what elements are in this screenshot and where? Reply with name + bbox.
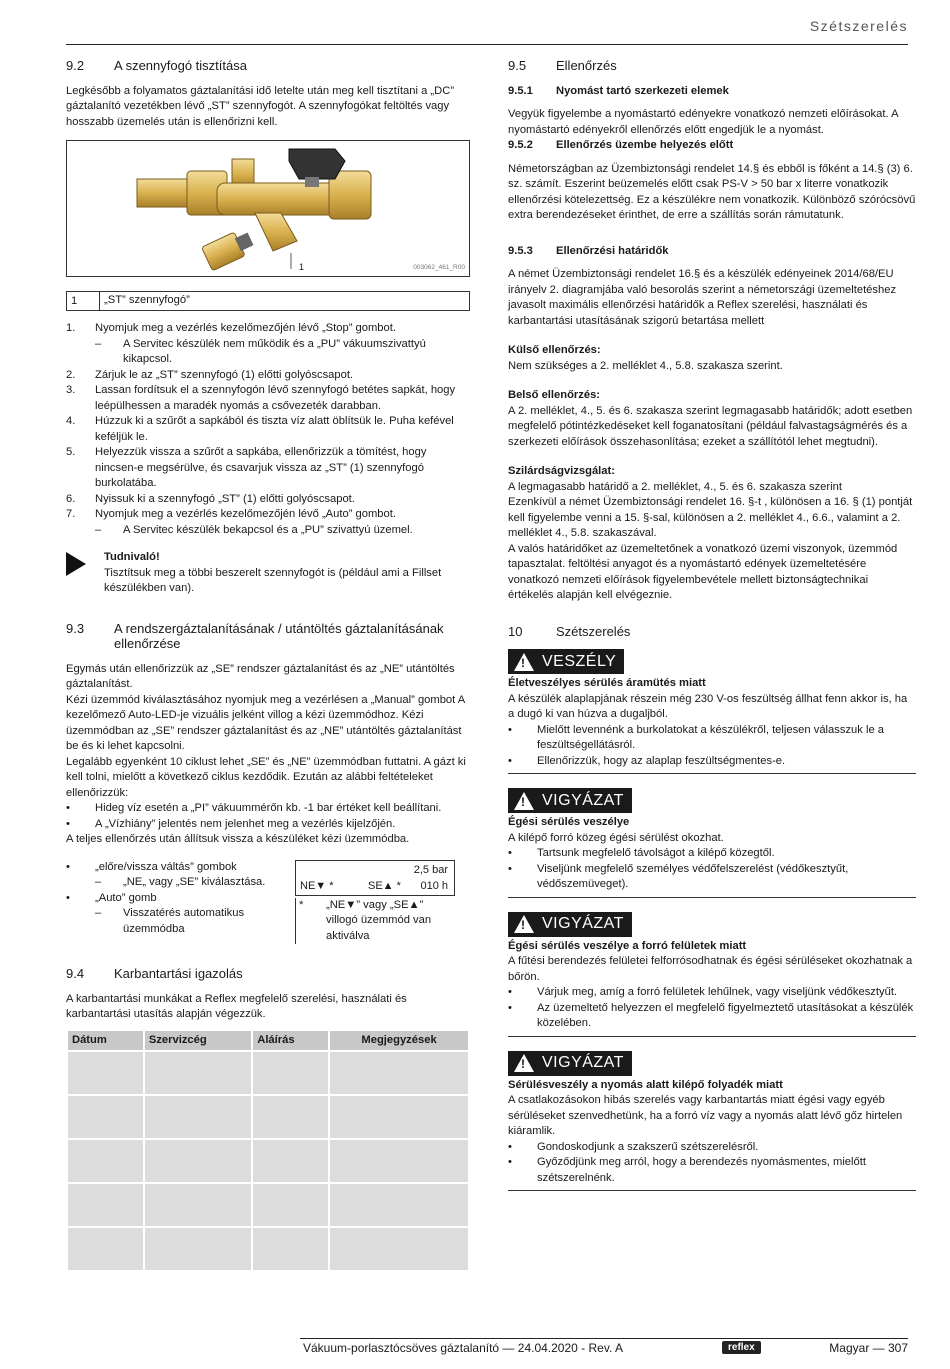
warning-title: Életveszélyes sérülés áramütés miatt (508, 677, 706, 689)
legend-text: „ST” szennyfogó” (104, 294, 190, 307)
warning-block (508, 788, 916, 898)
list-item (508, 1155, 916, 1186)
section-10-heading (508, 624, 916, 640)
warning-triangle-icon: ! (514, 915, 534, 933)
bullet: • (508, 1001, 512, 1014)
table-header-row (68, 1031, 468, 1051)
list-item-text: A „Vízhiány” jelentés nem jelenhet meg a vezérlés kijelzőjén. (95, 817, 396, 830)
paragraph: A teljes ellenőrzés után állítsuk vissza a készüléket kézi üzemmódba. (66, 833, 410, 845)
bullet: • (508, 1156, 512, 1168)
strainer-leg (255, 213, 297, 251)
table-cell[interactable] (68, 1228, 143, 1270)
table-cell[interactable] (145, 1140, 251, 1182)
table-cell[interactable] (145, 1184, 251, 1226)
table-cell[interactable] (68, 1052, 143, 1094)
badge-label: VIGYÁZAT (542, 915, 624, 933)
section-9-2-text: Legkésőbb a folyamatos gáztalanítási idő letelte után meg kell tisztítani a „DC” gáztalanító vezetékben lévő „ST” szennyfogót. A szennyfogókat feltöltés vagy hosszabb üzemelés után is ellenőrizni kell. (66, 84, 455, 128)
section-9-5-1-heading (508, 84, 916, 100)
table-cell[interactable] (68, 1140, 143, 1182)
header-rule (66, 44, 908, 45)
list-item-text: Hideg víz esetén a „PI” vákuummérőn kb. -1 bar értéket kell beállítani. (95, 802, 442, 814)
warning-list (508, 846, 916, 893)
warning-text: A csatlakozásokon hibás szerelés vagy karbantartás miatt égési vagy egyéb sérüléseket szenvedhetünk, ha a forró víz vagy a nyomás alatt lévő gőz hirtelen kiáramlik. (508, 1094, 903, 1137)
section-title: Ellenőrzés üzembe helyezés előtt (556, 139, 734, 151)
column-header: Dátum (68, 1031, 143, 1051)
step-text: Nyissuk ki a szennyfogó „ST” (1) előtti golyóscsapot. (95, 492, 355, 505)
section-9-5-heading (508, 58, 916, 74)
table-row (68, 1228, 468, 1270)
table-cell[interactable] (68, 1184, 143, 1226)
list-item-text: Viseljünk megfelelő személyes védőfelszerelést (védőkesztyűt, védőszemüveget). (537, 862, 849, 890)
table-cell[interactable] (145, 1052, 251, 1094)
table-cell[interactable] (253, 1140, 328, 1182)
danger-badge (508, 649, 624, 674)
cleaning-steps (66, 321, 470, 538)
figure-code: 003062_461_R00 (413, 263, 465, 271)
table-cell[interactable] (253, 1228, 328, 1270)
step-item (66, 368, 470, 384)
dash: – (95, 523, 102, 536)
list-item (66, 891, 295, 907)
paragraph: A német Üzembiztonsági rendelet 16.§ és a készülék edényeinek 2014/68/EU irányelv 2. diagramjába való besorolás szerint a németországi üzemeltetéshez javasolt maximális ellenőrzési határidők a Reflex szerelési, használati és karbantartási utasításának szigorú betartása mellett (508, 268, 897, 327)
figure-legend (66, 291, 470, 311)
list-item (66, 817, 470, 833)
display-footnote (295, 898, 455, 945)
bullet: • (508, 986, 512, 998)
substep (66, 875, 295, 891)
dash: – (95, 337, 102, 350)
step-text: Zárjuk le az „ST” szennyfogó (1) előtti golyóscsapot. (95, 368, 354, 381)
section-number: 9.5 (508, 58, 527, 73)
caution-badge (508, 788, 632, 813)
paragraph: A karbantartási munkákat a Reflex megfelelő szerelési, használati és karbantartási utasítás alapján végezzük. (66, 992, 407, 1020)
badge-label: VIGYÁZAT (542, 1054, 624, 1072)
section-title: A szennyfogó tisztítása (114, 58, 247, 73)
paragraph: A 2. melléklet, 4., 5. és 6. szakasza szerint legmagasabb határidők; adott esetben megfelelő pótintézkedéseket kell foganatosítani (például falvastagságmérés és a szerkezeti előírások összehasonlítása; ezeket a szállítótól lehet megtudni). (508, 404, 913, 448)
table-cell[interactable] (253, 1184, 328, 1226)
footer-page-number: Magyar — 307 (829, 1341, 908, 1355)
section-9-5-3-heading (508, 244, 916, 260)
substep (66, 906, 295, 937)
section-number: 9.4 (66, 966, 85, 981)
section-title: Ellenőrzés (556, 58, 617, 73)
paragraph: A valós határidőket az üzemeltetőnek a vonatkozó üzemi viszonyok, üzemmód tapasztalat. feltöltési anyagot és a nyomástartó edények üzemeltetésére vonatkozó nemzeti előírások figyelembevétele mellett biztonságtechnikai értékelés alapján kell elvégeznie. (508, 542, 898, 601)
table-cell[interactable] (330, 1184, 468, 1226)
bullet: • (66, 802, 70, 814)
paragraph: Németországban az Üzembiztonsági rendelet 14.§ és ebből is főként a 14.§ (3) 6. sz. számít. Eszerint beüzemelés előtt csak PS-V > 50 bar x literre vonatkozik ellenőrzési kötelezettség. Ez a készülékre nem vonatkozik. Különböző szórócsövű extra berendezéseket érinthet, de erre a szállítás során rámutatunk. (508, 162, 916, 221)
table-cell[interactable] (253, 1096, 328, 1138)
display-hours: 010 h (420, 879, 448, 892)
dash: – (95, 876, 102, 888)
step-text: Nyomjuk meg a vezérlés kezelőmezőjén lévő „Stop” gombot. (95, 322, 396, 334)
warning-text: A kilépő forró közeg égési sérülést okozhat. (508, 831, 724, 844)
paragraph: Vegyük figyelembe a nyomástartó edényekre vonatkozó nemzeti előírásokat. A nyomástartó edényekről ellenőrzés előtt engedjük le a nyomást. (508, 108, 898, 136)
table-cell[interactable] (68, 1096, 143, 1138)
section-number: 9.3 (66, 620, 85, 636)
section-title: Szétszerelés (556, 623, 631, 639)
note-text: Tisztítsuk meg a többi beszerelt szennyfogót is (például ami a Fillset készülékben van). (104, 566, 442, 594)
step-number: 7. (66, 508, 76, 520)
display-se: SE▲ * (368, 879, 401, 892)
section-number: 9.5.3 (508, 244, 533, 257)
table-cell[interactable] (253, 1052, 328, 1094)
external-check-title: Külső ellenőrzés: (508, 344, 601, 356)
step-number: 1. (66, 322, 76, 334)
warning-block (508, 1051, 916, 1192)
ball-valve-handle (289, 149, 345, 179)
section-9-4-heading (66, 966, 470, 982)
note-arrow-icon (66, 552, 86, 576)
paragraph: Legalább egyenként 10 ciklust lehet „SE” és „NE” üzemmódban futtatni. A gázt ki kell tolni, mielőtt a következő ciklus kezdődik. Ezután az alábbi feltételeket ellenőrizzük: (66, 755, 466, 799)
controls-bullets (66, 860, 295, 938)
warning-title: Sérülésveszély a nyomás alatt kilépő folyadék miatt (508, 1078, 783, 1091)
list-item-text: Mielőtt levennénk a burkolatokat a készülékről, teljesen válasszuk le a feszültségellátásról. (537, 723, 884, 751)
dash: – (95, 907, 102, 919)
warning-title: Égési sérülés veszélye a forró felületek miatt (508, 939, 747, 952)
note-box (66, 550, 470, 597)
section-number: 9.2 (66, 58, 85, 73)
caution-badge (508, 1051, 632, 1076)
section-9-2-heading (66, 58, 470, 74)
substep-text: Visszatérés automatikus üzemmódba (123, 907, 245, 935)
table-cell[interactable] (145, 1096, 251, 1138)
section-number: 9.5.1 (508, 84, 533, 97)
page-header (0, 0, 950, 45)
bullet: • (508, 723, 512, 736)
section-9-5-2-heading (508, 138, 916, 154)
step-item (66, 414, 470, 445)
list-item-text: Gondoskodjunk a szakszerű szétszerelésről. (537, 1140, 759, 1153)
warning-triangle-icon: ! (514, 1054, 534, 1072)
strainer-illustration (67, 141, 469, 274)
paragraph: A legmagasabb határidő a 2. melléklet, 4., 5. és 6. szakasza szerint (508, 480, 842, 493)
footnote-text: „NE▼” vagy „SE▲” villogó üzemmód van aktiválva (326, 898, 432, 942)
list-item (508, 985, 916, 1001)
step-number: 2. (66, 368, 76, 381)
warning-list (508, 985, 916, 1032)
warning-triangle-icon: ! (514, 653, 534, 671)
list-item (66, 860, 295, 876)
bullet: • (66, 891, 70, 904)
paragraph: Ezenkívül a német Üzembiztonsági rendelet 16. §-t , különösen a 16. § (1) pontját kell figyelembe venni a 15. §-sal, különösen a 2. melléklet 4., 6.6., valamint a 2. melléklet 4., 5.8. szakaszával. (508, 496, 913, 539)
step-number: 3. (66, 384, 76, 396)
controller-display (295, 860, 455, 896)
warning-title: Égési sérülés veszélye (508, 816, 630, 828)
table-cell[interactable] (330, 1140, 468, 1182)
strainer-figure (66, 140, 470, 277)
strength-test-title: Szilárdságvizsgálat: (508, 465, 615, 477)
column-header: Szervizcég (145, 1031, 251, 1051)
badge-label: VESZÉLY (542, 652, 617, 670)
bullet: • (66, 817, 70, 830)
bullet: • (508, 754, 512, 767)
display-pressure: 2,5 bar (413, 863, 448, 876)
section-title: A rendszergáztalanításának / utántöltés gáztalanításának ellenőrzése (114, 620, 444, 651)
step-item (66, 507, 470, 523)
right-column (508, 58, 916, 1191)
list-item-text: Tartsunk megfelelő távolságot a kilépő közegtől. (537, 847, 775, 859)
internal-check-title: Belső ellenőrzés: (508, 389, 601, 401)
bullet: • (508, 1140, 512, 1153)
list-item (508, 846, 916, 862)
step-text: Húzzuk ki a szűrőt a sapkából és tiszta víz alatt öblítsük le. Puha kefével keféljük le. (95, 415, 454, 443)
step-item (66, 445, 470, 492)
check-list (66, 801, 470, 832)
bullet: • (66, 860, 70, 873)
step-text: Helyezzük vissza a szűrőt a sapkába, ellenőrizzük a tömítést, hogy nincsen-e megsérülve, és csavarjuk vissza az „ST” (1) szennyfogó burkolatába. (95, 446, 427, 489)
section-title: Ellenőrzési határidők (556, 244, 669, 257)
section-number: 9.5.2 (508, 139, 533, 151)
display-panel (295, 860, 455, 945)
table-cell[interactable] (330, 1052, 468, 1094)
table-row (68, 1052, 468, 1094)
bullet: • (508, 862, 512, 875)
table-cell[interactable] (330, 1228, 468, 1270)
handle-stem (305, 177, 319, 187)
step-number: 4. (66, 415, 76, 427)
warning-block (508, 649, 916, 774)
display-ne: NE▼ * (300, 879, 334, 892)
column-header: Megjegyzések (330, 1031, 468, 1051)
warning-text: A készülék alaplapjának részein még 230 V-os feszültség állhat fenn akkor is, ha a dugó ki van húzva a dugaljból. (508, 692, 908, 720)
strainer-cap (202, 227, 256, 271)
list-item (508, 754, 916, 770)
warning-block (508, 912, 916, 1037)
list-item-text: „előre/vissza váltás” gombok (95, 860, 237, 873)
step-text: Lassan fordítsuk el a szennyfogón lévő szennyfogó betétes sapkát, hogy leépülhessen a maradék nyomás a csővezeték darabban. (95, 384, 456, 412)
warning-triangle-icon: ! (514, 792, 534, 810)
step-substep (66, 337, 470, 368)
warning-list (508, 1140, 916, 1187)
column-header: Aláírás (253, 1031, 328, 1051)
table-row (68, 1140, 468, 1182)
paragraph: Nem szükséges a 2. melléklet 4., 5.8. szakasza szerint. (508, 359, 783, 372)
controls-list (66, 860, 295, 945)
list-item (508, 1001, 916, 1032)
legend-number: 1 (67, 292, 100, 310)
list-item-text: Várjuk meg, amíg a forró felületek lehűlnek, vagy viseljünk védőkesztyűt. (537, 986, 898, 998)
maintenance-table (66, 1029, 470, 1273)
figure-callout: 1 (299, 261, 305, 272)
list-item (508, 723, 916, 754)
controls-block (66, 860, 470, 945)
paragraph: Kézi üzemmód kiválasztásához nyomjuk meg a vezérlésen a „Manual” gombot A kezelőmező Auto-LED-je vizuális jelként villog a kézi üzemmódhoz. Kézi üzemmódban az „SE” rendszer gáztalanítást és az „NE” utántöltés gáztalanítást be és ki lehet kapcsolni. (66, 693, 465, 752)
step-number: 6. (66, 492, 76, 505)
header-title: Szétszerelés (809, 18, 908, 34)
list-item (66, 801, 470, 817)
section-9-3-heading (66, 621, 470, 652)
list-item-text: Ellenőrizzük, hogy az alaplap feszültségmentes-e. (537, 754, 786, 767)
bullet: • (508, 847, 512, 859)
list-item-text: „Auto” gomb (95, 891, 157, 904)
warning-text: A fűtési berendezés felületei felforrósodhatnak és égési sérüléseket okozhatnak a bőrön. (508, 955, 913, 983)
list-item (508, 862, 916, 893)
section-number: 10 (508, 623, 523, 639)
footer-document-title: Vákuum-porlasztócsöves gáztalanító — 24.04.2020 - Rev. A (303, 1341, 623, 1355)
list-item (508, 1140, 916, 1156)
list-item-text: Győződjünk meg arról, hogy a berendezés nyomásmentes, mielőtt szétszerelnénk. (537, 1156, 866, 1184)
reflex-logo: reflex (722, 1341, 761, 1354)
table-row (68, 1096, 468, 1138)
section-title: Nyomást tartó szerkezeti elemek (556, 84, 729, 97)
left-column (66, 58, 470, 1272)
step-text: Nyomjuk meg a vezérlés kezelőmezőjén lévő „Auto” gombot. (95, 508, 396, 520)
paragraph: Egymás után ellenőrizzük az „SE” rendszer gáztalanítást és az „NE” utántöltés gáztalanítást. (66, 662, 455, 690)
table-row (68, 1184, 468, 1226)
substep-text: „NE„ vagy „SE” kiválasztása. (123, 876, 266, 888)
footer-rule (300, 1338, 908, 1339)
footnote-star: * (299, 898, 304, 911)
caution-badge (508, 912, 632, 937)
step-item (66, 321, 470, 337)
table-cell[interactable] (145, 1228, 251, 1270)
list-item-text: Az üzemeltető helyezzen el megfelelő figyelmeztető utasításokat a készülék közelében. (537, 1001, 914, 1029)
step-number: 5. (66, 446, 76, 458)
note-title: Tudnivaló! (104, 551, 160, 563)
substep-text: A Servitec készülék nem működik és a „PU” vákuumszivattyú kikapcsol. (123, 337, 426, 365)
badge-label: VIGYÁZAT (542, 791, 624, 809)
substep-text: A Servitec készülék bekapcsol és a „PU” szivattyú üzemel. (123, 523, 413, 536)
step-substep (66, 523, 470, 539)
table-cell[interactable] (330, 1096, 468, 1138)
section-title: Karbantartási igazolás (114, 966, 243, 981)
step-item (66, 383, 470, 414)
warning-list (508, 723, 916, 770)
step-item (66, 492, 470, 508)
